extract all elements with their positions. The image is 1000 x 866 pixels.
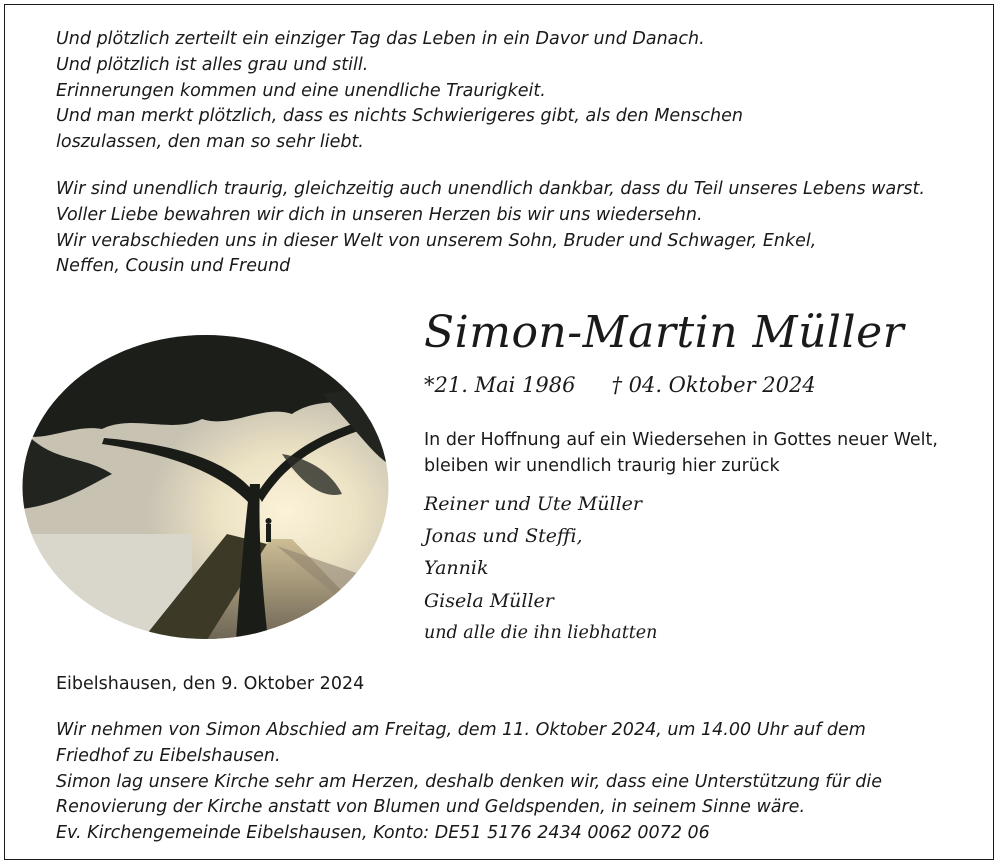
funeral-line: Renovierung der Kirche anstatt von Blumen und Geldspenden, in seinem Sinne wäre.	[56, 797, 806, 818]
tribute-line: Neffen, Cousin und Freund	[56, 256, 291, 277]
mourner-name: Gisela Müller	[424, 589, 554, 612]
funeral-line: Ev. Kirchengemeinde Eibelshausen, Konto: DE51 5176 2434 0062 0072 06	[56, 823, 710, 844]
mourner-name: Jonas und Steffi,	[424, 525, 583, 548]
tribute-line: Voller Liebe bewahren wir dich in unseren Herzen bis wir uns wiedersehn.	[56, 204, 703, 225]
poem-line: loszulassen, den man so sehr liebt.	[56, 132, 364, 153]
funeral-line: Wir nehmen von Simon Abschied am Freitag, dem 11. Oktober 2024, um 14.00 Uhr auf dem	[56, 720, 866, 740]
birth-date: *21. Mai 1986	[424, 373, 576, 397]
mourner-name: Yannik	[424, 557, 489, 580]
funeral-notice	[56, 718, 882, 847]
funeral-line: Friedhof zu Eibelshausen.	[56, 745, 281, 766]
death-date: † 04. Oktober 2024	[611, 373, 816, 397]
tribute-line: Wir verabschieden uns in dieser Welt von unserem Sohn, Bruder und Schwager, Enkel,	[56, 230, 817, 251]
poem-line: Und plötzlich ist alles grau und still.	[56, 54, 369, 75]
memorial-photo	[22, 334, 389, 640]
hope-line: bleiben wir unendlich traurig hier zurück	[424, 455, 780, 476]
tribute-line: Wir sind unendlich traurig, gleichzeitig auch unendlich dankbar, dass du Teil unseres Lebens warst.	[56, 179, 925, 199]
mourner-name: Reiner und Ute Müller	[424, 493, 643, 515]
poem-line: Und plötzlich zerteilt ein einziger Tag das Leben in ein Davor und Danach.	[56, 29, 705, 49]
deceased-name: Simon-Martin Müller	[424, 307, 905, 358]
tree-path-sunrise-photo-icon	[22, 334, 389, 640]
hope-line: In der Hoffnung auf ein Wiedersehen in Gottes neuer Welt,	[424, 430, 938, 450]
poem-block	[56, 27, 743, 156]
life-dates	[424, 368, 816, 402]
poem-line: Und man merkt plötzlich, dass es nichts Schwierigeres gibt, als den Menschen	[56, 106, 743, 127]
poem-line: Erinnerungen kommen und eine unendliche Traurigkeit.	[56, 80, 546, 101]
place-date: Eibelshausen, den 9. Oktober 2024	[56, 674, 365, 694]
hope-block	[424, 428, 938, 480]
mourners-list	[424, 488, 657, 649]
mourner-name: und alle die ihn liebhatten	[424, 622, 658, 643]
funeral-line: Simon lag unsere Kirche sehr am Herzen, deshalb denken wir, dass eine Unterstützung für die	[56, 771, 883, 792]
tribute-block	[56, 177, 925, 280]
